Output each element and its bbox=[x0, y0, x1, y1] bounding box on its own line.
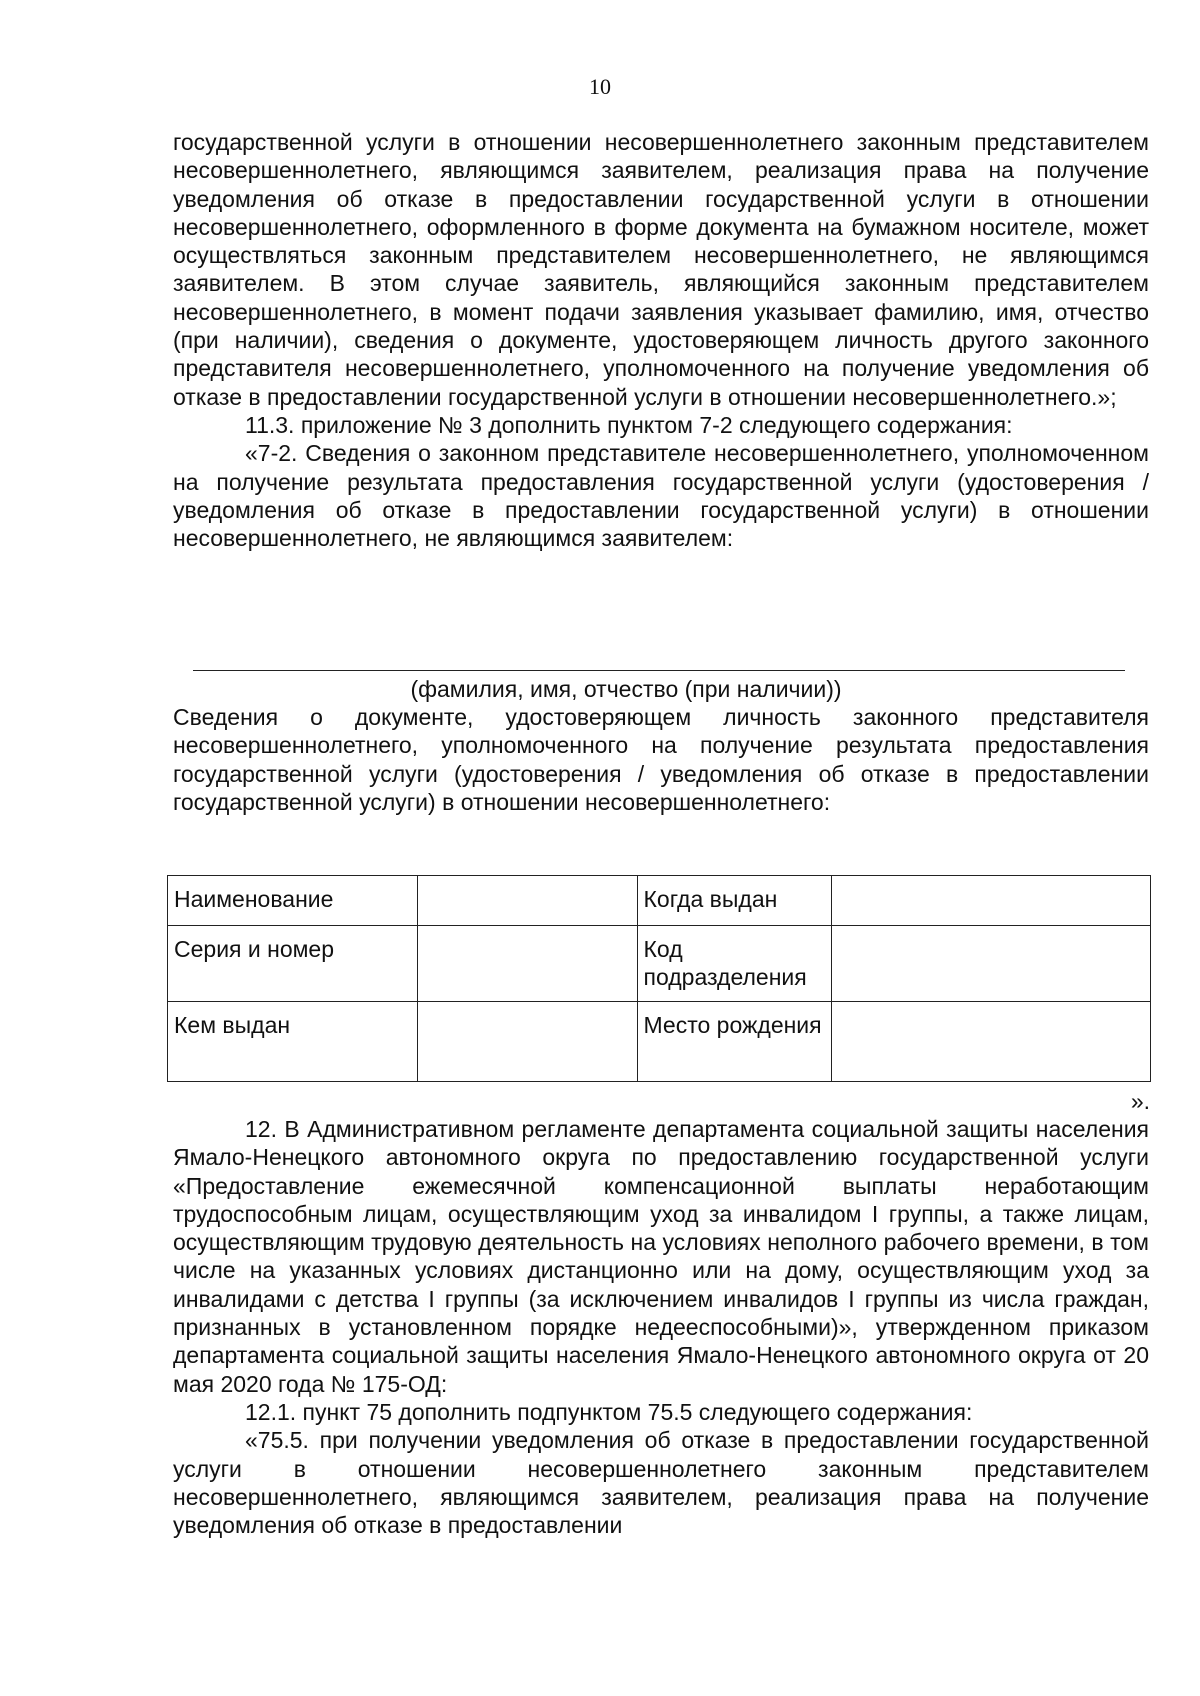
table-value-birthplace bbox=[832, 1002, 1151, 1082]
table-label-birthplace: Место рождения bbox=[637, 1002, 832, 1082]
table-label-issue-date: Когда выдан bbox=[637, 876, 832, 926]
paragraph-continued: государственной услуги в отношении несовершеннолетнего законным представителем несовершеннолетнего, являющимся заявителем, реализация права на получение уведомления об отказе в предоставлении государственной услуги в отношении несовершеннолетнего, оформленного в форме документа на бумажном носителе, может осуществляться законным представителем несовершеннолетнего, не являющимся заявителем. В этом случае заявитель, являющийся законным представителем несовершеннолетнего, в момент подачи заявления указывает фамилию, имя, отчество (при наличии), сведения о документе, удостоверяющем личность другого законного представителя несовершеннолетнего, уполномоченного на получение уведомления об отказе в предоставлении государственной услуги в отношении несовершеннолетнего.»; bbox=[173, 129, 1149, 410]
table-row bbox=[168, 876, 1151, 926]
text-block-top bbox=[173, 128, 1149, 552]
paragraph-11-3: 11.3. приложение № 3 дополнить пунктом 7-2 следующего содержания: bbox=[245, 411, 1013, 438]
table-value-name bbox=[417, 876, 637, 926]
table-value-issued-by bbox=[417, 1002, 637, 1082]
table-value-division-code bbox=[832, 926, 1151, 1002]
page-number: 10 bbox=[589, 74, 611, 99]
paragraph-12: 12. В Административном регламенте департамента социальной защиты населения Ямало-Ненецкого автономного округа по предоставлению государственной услуги «Предоставление ежемесячной компенсационной выплаты неработающим трудоспособным лицам, осуществляющим уход за инвалидом I группы, а также лицам, осуществляющим трудовую деятельность на условиях неполного рабочего времени, в том числе на указанных условиях дистанционно или на дому, осуществляющим уход за инвалидами с детства I группы (за исключением инвалидов I группы из числа граждан, признанных в установленном порядке недееспособными)», утвержденном приказом департамента социальной защиты населения Ямало-Ненецкого автономного округа от 20 мая 2020 года № 175-ОД: bbox=[173, 1116, 1149, 1397]
table-row bbox=[168, 1002, 1151, 1082]
table-label-division-code: Код подразделения bbox=[637, 926, 832, 1002]
text-block-bottom bbox=[173, 1115, 1149, 1539]
table-value-issue-date bbox=[832, 876, 1151, 926]
signature-line bbox=[193, 670, 1125, 671]
document-info-table bbox=[167, 875, 1151, 1082]
table-label-series-number: Серия и номер bbox=[168, 926, 418, 1002]
paragraph-75-5: «75.5. при получении уведомления об отказе в предоставлении государственной услуги в отношении несовершеннолетнего законным представителем несовершеннолетнего, являющимся заявителем, реализация права на получение уведомления об отказе в предоставлении bbox=[173, 1427, 1149, 1539]
table-label-name: Наименование bbox=[168, 876, 418, 926]
table-value-series-number bbox=[417, 926, 637, 1002]
signature-caption: (фамилия, имя, отчество (при наличии)) bbox=[410, 676, 842, 702]
paragraph-document-info: Сведения о документе, удостоверяющем личность законного представителя несовершеннолетнего, уполномоченного на получение результата предоставления государственной услуги (удостоверения / уведомления об отказе в предоставлении государственной услуги) в отношении несовершеннолетнего: bbox=[173, 704, 1149, 815]
table-row bbox=[168, 926, 1151, 1002]
paragraph-7-2: «7-2. Сведения о законном представителе несовершеннолетнего, уполномоченном на получение результата предоставления государственной услуги (удостоверения / уведомления об отказе в предоставлении государственной услуги) в отношении несовершеннолетнего, не являющимся заявителем: bbox=[173, 440, 1149, 552]
table-label-issued-by: Кем выдан bbox=[168, 1002, 418, 1082]
paragraph-12-1: 12.1. пункт 75 дополнить подпунктом 75.5 следующего содержания: bbox=[245, 1398, 973, 1425]
closing-quote: ». bbox=[1130, 1088, 1150, 1114]
text-block-middle bbox=[173, 703, 1149, 816]
